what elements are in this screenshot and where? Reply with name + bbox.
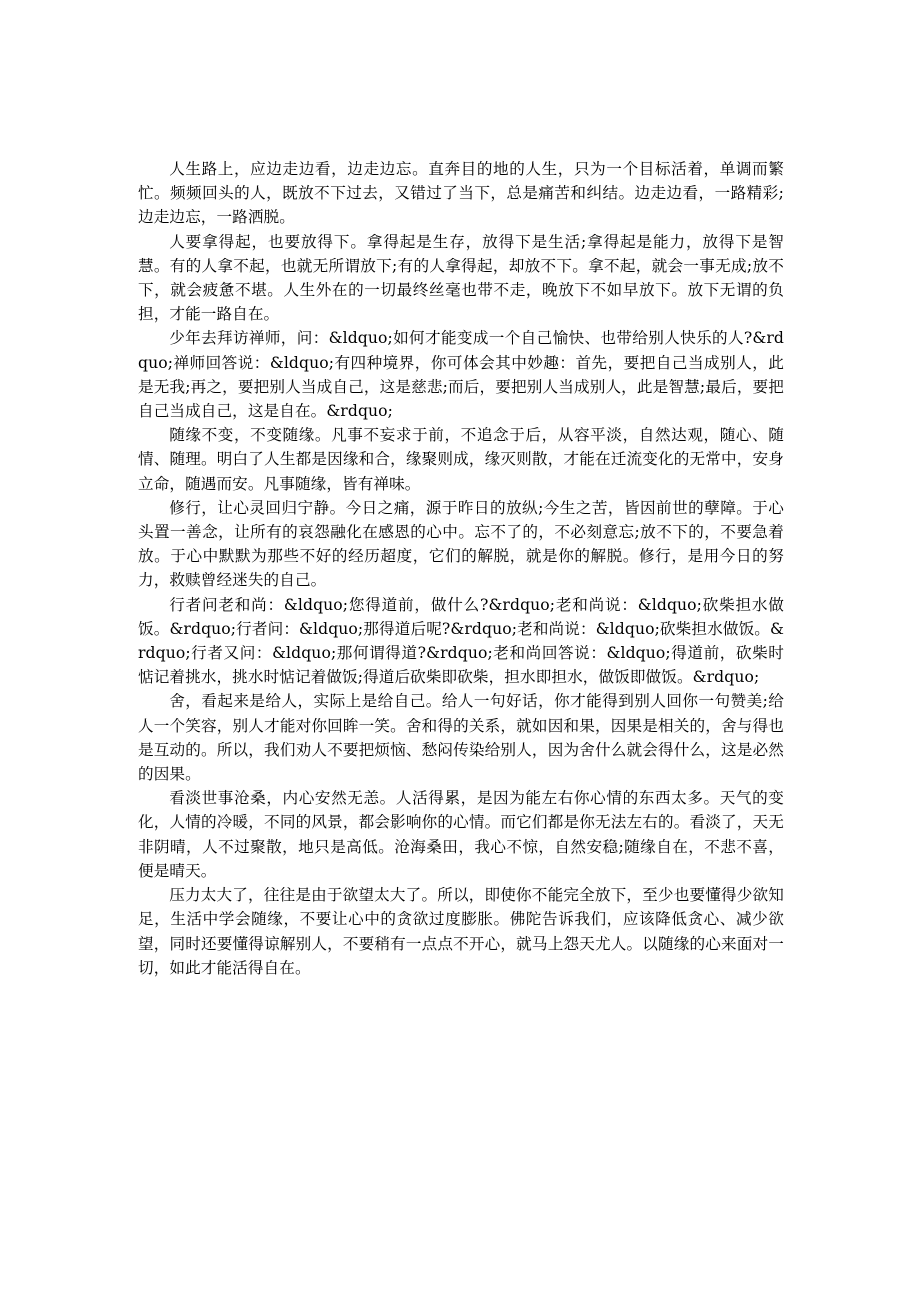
paragraph-1: 人生路上，应边走边看，边走边忘。直奔目的地的人生，只为一个目标活着，单调而繁忙。频频回头的人，既放不下过去，又错过了当下，总是痛苦和纠结。边走边看，一路精彩;边走边忘，一路洒脱。	[138, 160, 784, 227]
paragraph-4: 随缘不变，不变随缘。凡事不妄求于前，不追念于后，从容平淡，自然达观，随心、随情、随理。明白了人生都是因缘和合，缘聚则成，缘灭则散，才能在迁流变化的无常中，安身立命，随遇而安。凡事随缘，皆有禅味。	[138, 426, 784, 493]
paragraph-6: 行者问老和尚：&ldquo;您得道前，做什么?&rdquo;老和尚说：&ldquo;砍柴担水做饭。&rdquo;行者问：&ldquo;那得道后呢?&rdquo;老和尚说：&ldquo;砍柴担水做饭。&rdquo;行者又问：&ldquo;那何谓得道?&rdquo;老和尚回答说：&ldquo;得道前，砍柴时惦记着挑水，挑水时惦记着做饭;得道后砍柴即砍柴，担水即担水，做饭即做饭。&rdquo;	[138, 595, 784, 687]
paragraph-5: 修行，让心灵回归宁静。今日之痛，源于昨日的放纵;今生之苦，皆因前世的孽障。于心头置一善念，让所有的哀怨融化在感恩的心中。忘不了的，不必刻意忘;放不下的，不要急着放。于心中默默为那些不好的经历超度，它们的解脱，就是你的解脱。修行，是用今日的努力，救赎曾经迷失的自己。	[138, 498, 784, 590]
paragraph-2: 人要拿得起，也要放得下。拿得起是生存，放得下是生活;拿得起是能力，放得下是智慧。有的人拿不起，也就无所谓放下;有的人拿得起，却放不下。拿不起，就会一事无成;放不下，就会疲惫不堪。人生外在的一切最终丝毫也带不走，晚放下不如早放下。放下无谓的负担，才能一路自在。	[138, 232, 784, 324]
paragraph-8: 看淡世事沧桑，内心安然无恙。人活得累，是因为能左右你心情的东西太多。天气的变化，人情的冷暖，不同的风景，都会影响你的心情。而它们都是你无法左右的。看淡了，天无非阴晴，人不过聚散，地只是高低。沧海桑田，我心不惊，自然安稳;随缘自在，不悲不喜，便是晴天。	[138, 789, 784, 880]
document-body	[138, 157, 784, 980]
paragraph-3: 少年去拜访禅师，问：&ldquo;如何才能变成一个自己愉快、也带给别人快乐的人?&rdquo;禅师回答说：&ldquo;有四种境界，你可体会其中妙趣：首先，要把自己当成别人，此是无我;再之，要把别人当成自己，这是慈悲;而后，要把别人当成别人，此是智慧;最后，要把自己当成自己，这是自在。&rdquo;	[138, 329, 784, 421]
paragraph-9: 压力太大了，往往是由于欲望太大了。所以，即使你不能完全放下，至少也要懂得少欲知足，生活中学会随缘，不要让心中的贪欲过度膨胀。佛陀告诉我们，应该降低贪心、减少欲望，同时还要懂得谅解别人，不要稍有一点点不开心，就马上怨天尤人。以随缘的心来面对一切，如此才能活得自在。	[138, 886, 784, 977]
paragraph-7: 舍，看起来是给人，实际上是给自己。给人一句好话，你才能得到别人回你一句赞美;给人一个笑容，别人才能对你回眸一笑。舍和得的关系，就如因和果，因果是相关的，舍与得也是互动的。所以，我们劝人不要把烦恼、愁闷传染给别人，因为舍什么就会得什么，这是必然的因果。	[138, 692, 784, 784]
